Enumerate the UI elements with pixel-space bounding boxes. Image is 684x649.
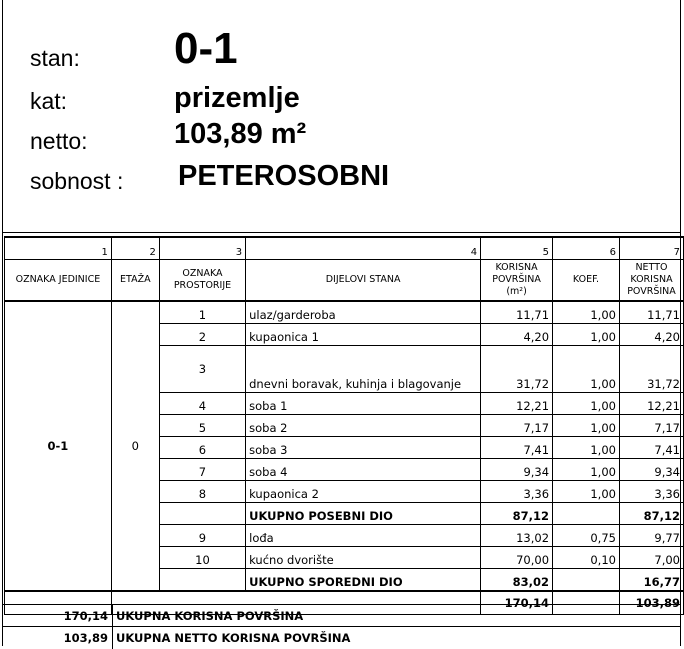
room-number: 4 [159, 393, 245, 415]
room-name: dnevni boravak, kuhinja i blagovanje [246, 346, 481, 393]
room-number: 7 [159, 459, 245, 481]
room-name: ulaz/garderoba [246, 301, 481, 324]
header-divider [2, 232, 681, 233]
sobnost-value: PETEROSOBNI [178, 160, 390, 192]
grand-area: 170,14 [481, 591, 553, 615]
room-number: 1 [159, 301, 245, 324]
subtotal-net: 87,12 [619, 503, 683, 525]
room-area: 11,71 [481, 301, 553, 324]
summary-total-value: 170,14 [63, 609, 108, 623]
kat-value: prizemlje [174, 82, 300, 114]
unit-header [0, 0, 684, 232]
room-name: kupaonica 2 [246, 481, 481, 503]
room-coef: 1,00 [553, 346, 620, 393]
subtotal-coef [553, 569, 620, 592]
header-row [5, 260, 684, 302]
room-area: 4,20 [481, 324, 553, 346]
room-area: 3,36 [481, 481, 553, 503]
room-number: 10 [159, 547, 245, 569]
room-name: soba 1 [246, 393, 481, 415]
room-name: kućno dvorište [246, 547, 481, 569]
subtotal-spacer [159, 503, 245, 525]
grand-net: 103,89 [619, 591, 683, 615]
kat-label: kat: [30, 88, 68, 114]
room-net: 9,77 [619, 525, 683, 547]
subtotal-area: 87,12 [481, 503, 553, 525]
room-net: 4,20 [619, 324, 683, 346]
room-coef: 1,00 [553, 481, 620, 503]
subtotal-coef [553, 503, 620, 525]
room-number: 5 [159, 415, 245, 437]
netto-label: netto: [30, 128, 88, 154]
room-number: 6 [159, 437, 245, 459]
stan-label: stan: [30, 45, 80, 71]
room-area: 7,41 [481, 437, 553, 459]
room-area: 70,00 [481, 547, 553, 569]
room-name: lođa [246, 525, 481, 547]
header-koef: KOEF. [553, 260, 620, 302]
header-etaza: ETAŽA [111, 260, 159, 302]
room-area: 13,02 [481, 525, 553, 547]
col-number: 4 [246, 237, 481, 260]
summary-total-row [2, 604, 681, 627]
summary-total-label: UKUPNA KORISNA POVRŠINA [116, 609, 304, 623]
room-number: 2 [159, 324, 245, 346]
room-coef: 1,00 [553, 437, 620, 459]
room-net: 7,17 [619, 415, 683, 437]
summary-separator [112, 605, 113, 627]
room-area: 31,72 [481, 346, 553, 393]
room-number: 8 [159, 481, 245, 503]
header-oznaka-prostorije: OZNAKA PROSTORIJE [159, 260, 245, 302]
col-number: 5 [481, 237, 553, 260]
room-coef: 0,10 [553, 547, 620, 569]
header-netto-povrsina: NETTO KORISNA POVRŠINA [619, 260, 683, 302]
table-row [5, 301, 684, 324]
room-coef: 1,00 [553, 415, 620, 437]
room-coef: 1,00 [553, 301, 620, 324]
room-net: 9,34 [619, 459, 683, 481]
room-net: 12,21 [619, 393, 683, 415]
col-number: 6 [553, 237, 620, 260]
room-name: soba 4 [246, 459, 481, 481]
summary-net-value: 103,89 [63, 631, 108, 645]
room-coef: 1,00 [553, 393, 620, 415]
room-coef: 0,75 [553, 525, 620, 547]
unit-id-cell: 0-1 [5, 301, 112, 591]
room-number: 9 [159, 525, 245, 547]
col-number: 1 [5, 237, 112, 260]
subtotal-area: 83,02 [481, 569, 553, 592]
room-area-table [4, 236, 684, 615]
room-net: 7,00 [619, 547, 683, 569]
room-net: 31,72 [619, 346, 683, 393]
netto-value: 103,89 m² [174, 118, 307, 150]
subtotal-label: UKUPNO POSEBNI DIO [246, 503, 481, 525]
col-number: 3 [159, 237, 245, 260]
room-net: 3,36 [619, 481, 683, 503]
room-net: 11,71 [619, 301, 683, 324]
room-area: 12,21 [481, 393, 553, 415]
col-number: 2 [111, 237, 159, 260]
room-area: 9,34 [481, 459, 553, 481]
col-number: 7 [619, 237, 683, 260]
room-coef: 1,00 [553, 459, 620, 481]
subtotal-net: 16,77 [619, 569, 683, 592]
floor-cell: 0 [111, 301, 159, 591]
room-area: 7,17 [481, 415, 553, 437]
room-net: 7,41 [619, 437, 683, 459]
room-name: soba 2 [246, 415, 481, 437]
header-dijelovi-stana: DIJELOVI STANA [246, 260, 481, 302]
stan-value: 0-1 [174, 24, 238, 73]
subtotal-spacer [159, 569, 245, 592]
column-number-row [5, 237, 684, 260]
room-number: 3 [159, 346, 245, 393]
summary-net-label: UKUPNA NETTO KORISNA POVRŠINA [116, 631, 351, 645]
header-korisna-povrsina: KORISNA POVRŠINA (m²) [481, 260, 553, 302]
sobnost-label: sobnost : [30, 168, 124, 194]
room-name: kupaonica 1 [246, 324, 481, 346]
header-oznaka-jedinice: OZNAKA JEDINICE [5, 260, 112, 302]
subtotal-label: UKUPNO SPOREDNI DIO [246, 569, 481, 592]
room-coef: 1,00 [553, 324, 620, 346]
room-name: soba 3 [246, 437, 481, 459]
